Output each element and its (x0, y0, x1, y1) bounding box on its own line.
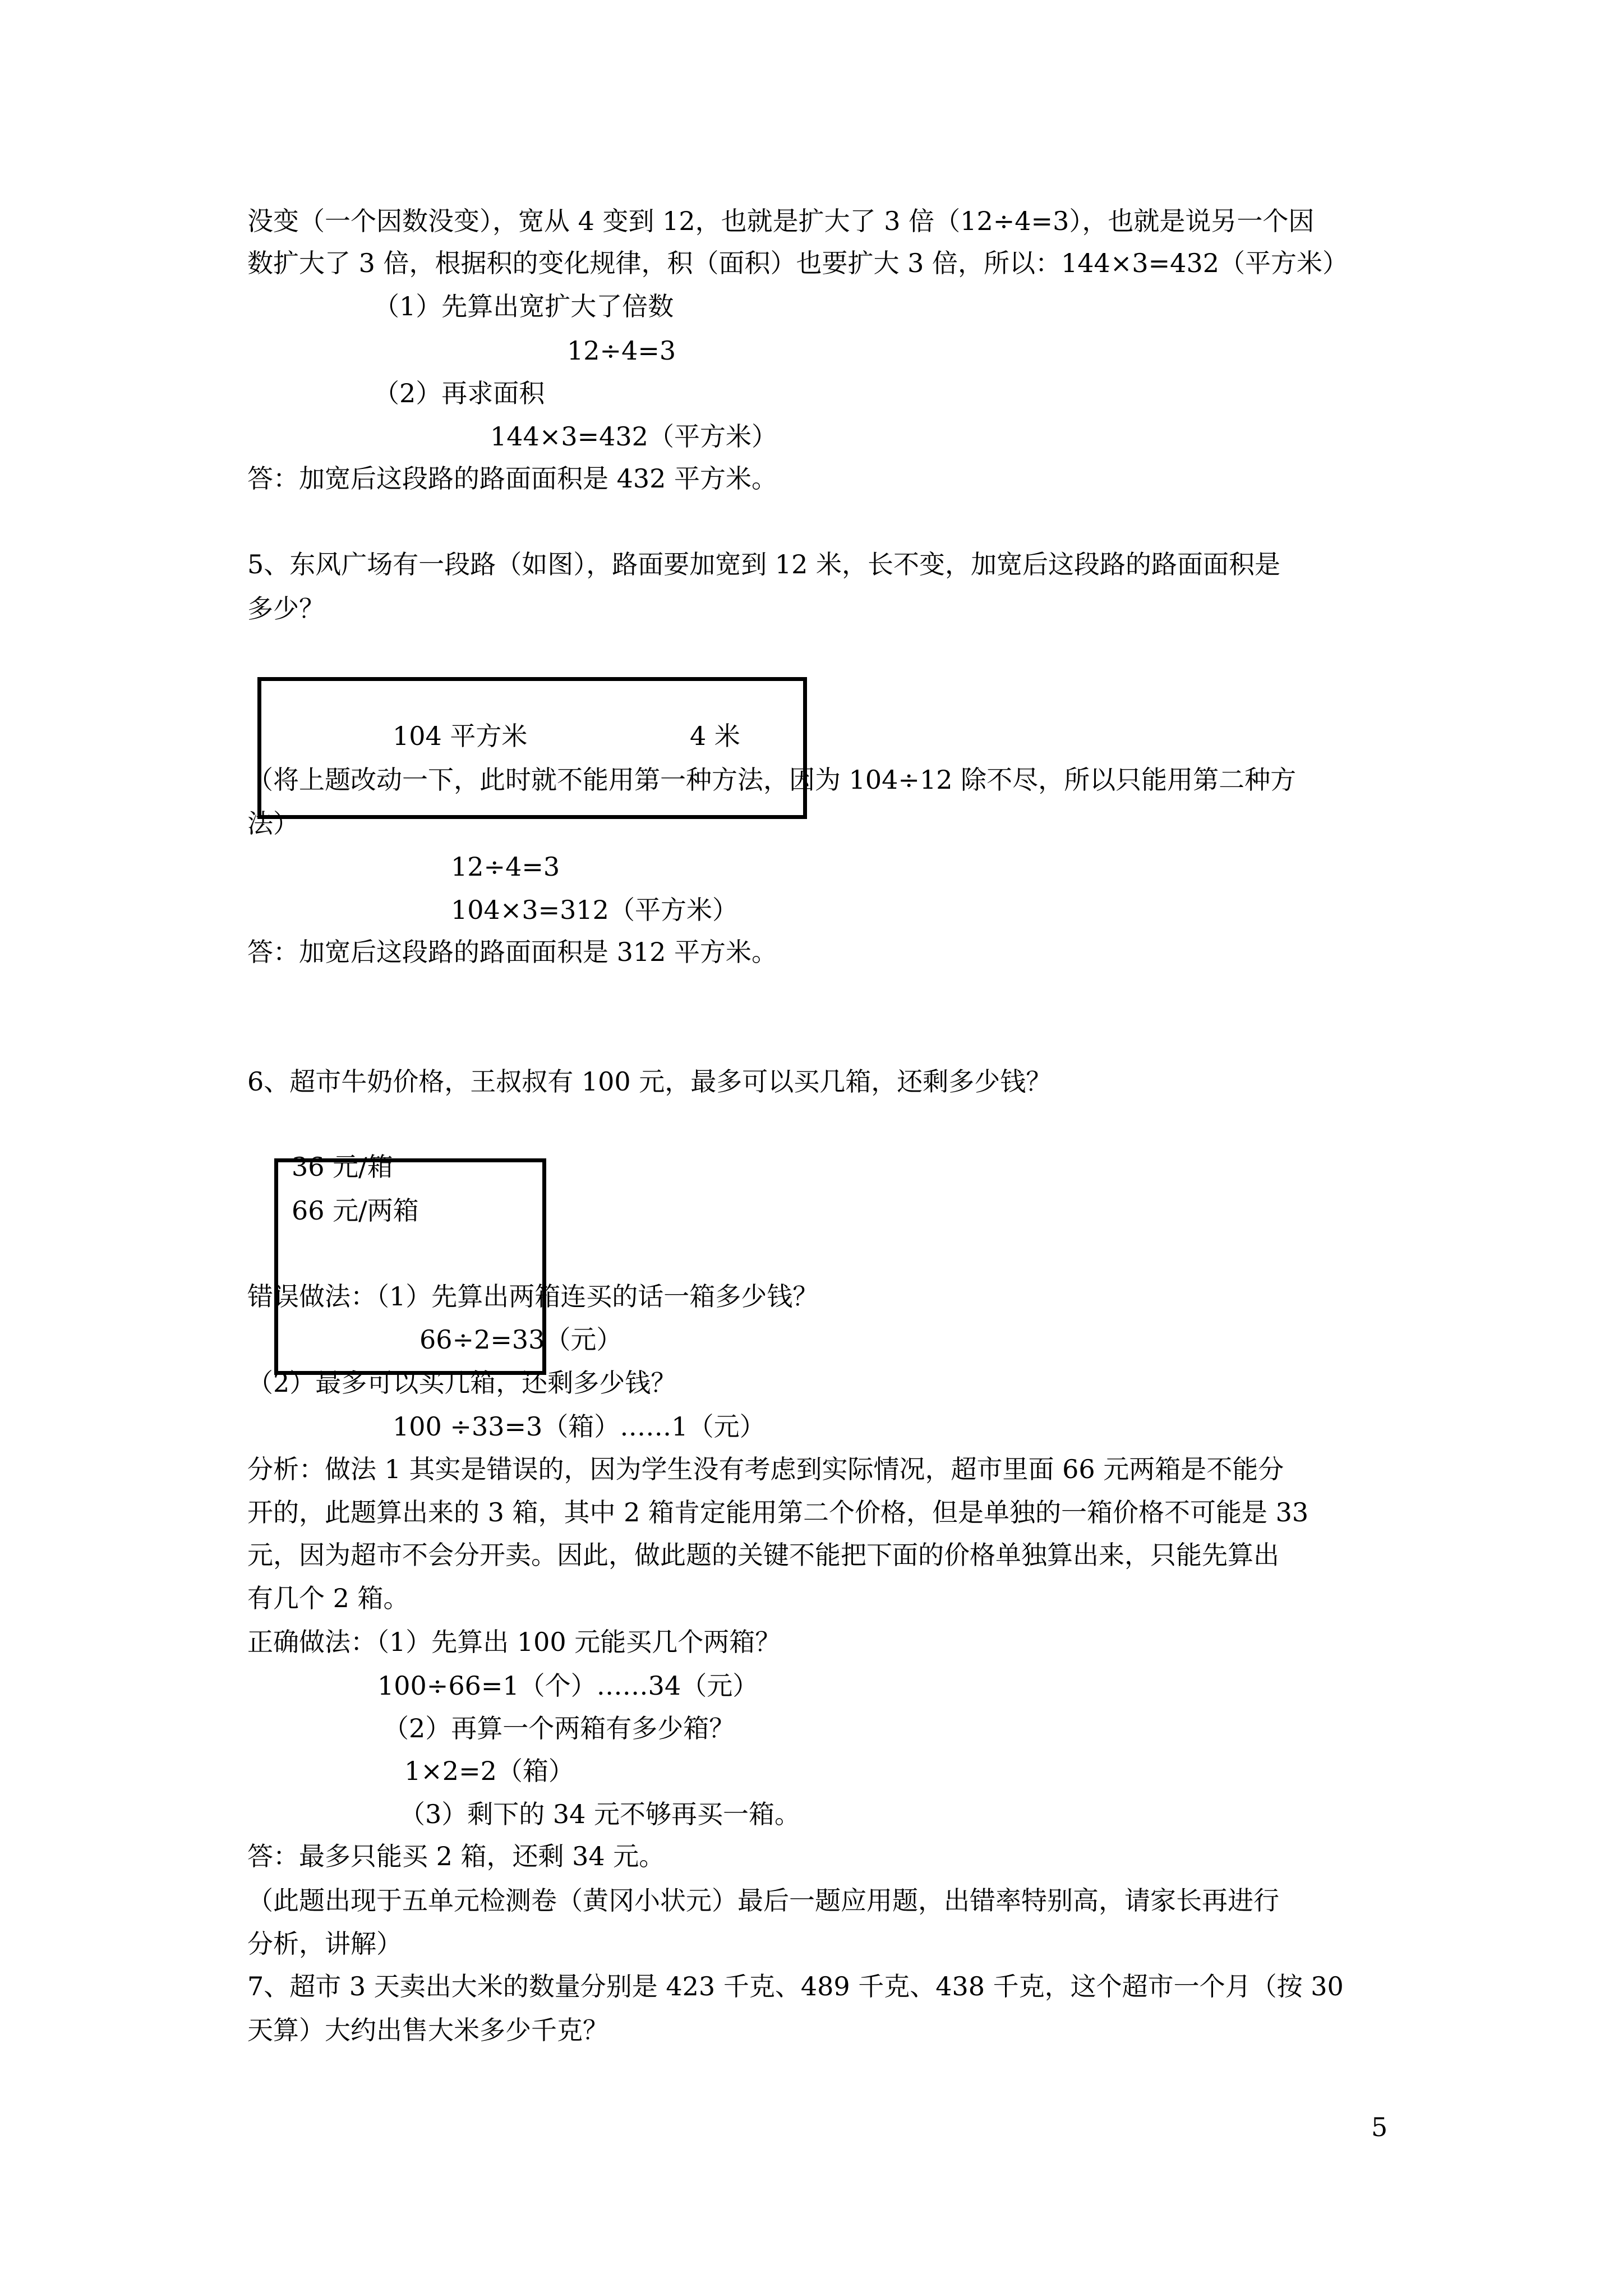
text-line: 5、东风广场有一段路（如图），路面要加宽到 12 米，长不变，加宽后这段路的路面面积是 (247, 549, 1281, 579)
text-line: 66÷2=33（元） (419, 1324, 623, 1355)
page-number: 5 (1371, 2112, 1388, 2142)
text-line: 6、超市牛奶价格，王叔叔有 100 元，最多可以买几箱，还剩多少钱？ (247, 1066, 1052, 1097)
text-line: 答：最多只能买 2 箱，还剩 34 元。 (247, 1841, 665, 1871)
price-single: 36 元/箱 (292, 1152, 393, 1182)
text-line: 12÷4=3 (451, 852, 560, 882)
text-line: 错误做法：（1）先算出两箱连买的话一箱多少钱？ (247, 1281, 819, 1312)
text-line: 有几个 2 箱。 (247, 1583, 409, 1613)
text-line: 100 ÷33=3（箱）……1（元） (393, 1411, 766, 1442)
width-label: 4 米 (690, 721, 740, 751)
text-line: 1×2=2（箱） (404, 1756, 574, 1786)
text-line: 天算）大约出售大米多少千克？ (247, 2015, 608, 2045)
text-line: 正确做法：（1）先算出 100 元能买几个两箱？ (247, 1627, 781, 1657)
text-line: 多少？ (247, 593, 325, 624)
text-line: （2）最多可以买几箱，还剩多少钱？ (247, 1368, 677, 1398)
text-line: （将上题改动一下，此时就不能用第一种方法，因为 104÷12 除不尽，所以只能用第二种方 (247, 765, 1297, 795)
text-line: 开的，此题算出来的 3 箱，其中 2 箱肯定能用第二个价格，但是单独的一箱价格不可能是 33 (247, 1497, 1309, 1527)
text-line: 104×3=312（平方米） (451, 895, 738, 925)
area-label: 104 平方米 (393, 721, 528, 751)
text-line: 100÷66=1（个）……34（元） (377, 1671, 759, 1701)
text-line: 答：加宽后这段路的路面面积是 312 平方米。 (247, 937, 778, 967)
text-line: （1）先算出宽扩大了倍数 (374, 291, 674, 321)
text-line: 7、超市 3 天卖出大米的数量分别是 423 千克、489 千克、438 千克，这个超市一个月（按 30 (247, 1971, 1344, 2001)
text-line: 元，因为超市不会分开卖。因此，做此题的关键不能把下面的价格单独算出来，只能先算出 (247, 1540, 1279, 1570)
text-line: 分析，讲解） (247, 1929, 402, 1959)
text-line: 144×3=432（平方米） (490, 421, 777, 452)
text-line: 数扩大了 3 倍，根据积的变化规律，积（面积）也要扩大 3 倍，所以：144×3=432（平方米） (247, 248, 1348, 278)
text-line: 分析：做法 1 其实是错误的，因为学生没有考虑到实际情况，超市里面 66 元两箱是不能分 (247, 1454, 1284, 1484)
text-line: （2）再求面积 (374, 378, 545, 408)
text-line: （3）剩下的 34 元不够再买一箱。 (399, 1799, 801, 1829)
text-line: 法） (247, 808, 299, 839)
text-line: 没变（一个因数没变），宽从 4 变到 12，也就是扩大了 3 倍（12÷4=3），也就是说另一个因 (247, 206, 1315, 236)
price-double: 66 元/两箱 (292, 1195, 419, 1226)
text-line: （此题出现于五单元检测卷（黄冈小状元）最后一题应用题，出错率特别高，请家长再进行 (247, 1885, 1279, 1916)
text-line: （2）再算一个两箱有多少箱？ (383, 1713, 735, 1743)
text-line: 答：加宽后这段路的路面面积是 432 平方米。 (247, 463, 778, 494)
text-line: 12÷4=3 (567, 335, 676, 366)
